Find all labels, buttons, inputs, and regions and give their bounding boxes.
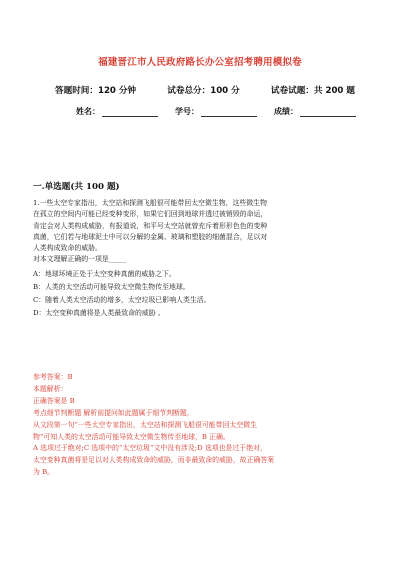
reference-answer: 参考答案：B: [33, 373, 73, 381]
explanation-line: A 选项过于绝对;C 选项中的“太空垃圾”文中没有涉及;D 选项也是过于绝对，: [33, 444, 267, 453]
correct-answer: 正确答案是 B: [33, 396, 75, 405]
option-list: [33, 268, 371, 320]
explanation-line: 物”可知人类的太空活动可能导致太空微生物传至地球，B 正确。: [33, 432, 230, 441]
name-field[interactable]: [76, 106, 158, 117]
score-label: 成绩：: [274, 107, 298, 116]
answer-explanation: [33, 372, 378, 479]
exam-total-questions: 试卷试题：共 200 题: [270, 86, 355, 96]
option-d[interactable]: D：太空变种真菌将是人类最致命的威胁 。: [33, 308, 165, 317]
student-id-blank[interactable]: [201, 107, 257, 117]
exam-time: 答题时间：120 分钟: [55, 86, 137, 96]
explanation-line: 从文段第一句“一些太空专家指出，太空站和探测飞船很可能带回太空微生: [33, 420, 258, 429]
question-stem-line: 人类构成致命的威胁。: [33, 244, 102, 253]
student-info-row: [76, 106, 356, 117]
explanation-line: 考点细节判断题 解析前提问如此题属于细节判断题，: [33, 408, 194, 417]
exam-info-row: [55, 84, 355, 96]
name-label: 姓名：: [76, 107, 100, 116]
explanation-heading: 本题解析：: [33, 384, 68, 393]
question-block: [33, 198, 371, 320]
question-prompt: 对本文理解正确的一项是_____: [33, 255, 127, 264]
document-title: 福建晋江市人民政府路长办公室招考聘用模拟卷: [98, 57, 302, 68]
student-id-label: 学号：: [175, 107, 199, 116]
score-blank[interactable]: [300, 107, 356, 117]
score-field[interactable]: [274, 106, 356, 117]
option-c[interactable]: C：随着人类太空活动的增多，太空垃圾已影响人类生活。: [33, 295, 211, 304]
option-b[interactable]: B：人类的太空活动可能导致太空微生物传至地球。: [33, 282, 190, 291]
question-stem-line: 真菌，它们若与地球泥土中可以分解的金属、玻璃和塑胶的细菌混合，足以对: [33, 232, 268, 241]
section-title: 一.单选题(共 100 题): [33, 182, 120, 192]
student-id-field[interactable]: [175, 106, 257, 117]
explanation-line: 为 B。: [33, 468, 55, 477]
question-stem-line: 1.一些太空专家指出，太空站和探测飞船很可能带回太空微生物，这些微生物: [33, 199, 267, 207]
question-stem-line: 肯定会对人类构成威胁，有报道说，和平号太空站就曾充斥着形形色色的变种: [33, 221, 268, 230]
option-a[interactable]: A：地球环境正处于太空变种真菌的威胁之下。: [33, 269, 176, 278]
explanation-line: 太空变种真菌将是足以对人类构成致命的威胁，而非最致命的威胁，故正确答案: [33, 456, 275, 465]
exam-total-score: 试卷总分：100 分: [167, 86, 240, 96]
question-stem-line: 在孤立的空间内可能已经变种变形，如果它们回到地球并透过被销毁的命运，: [33, 210, 268, 219]
name-blank[interactable]: [102, 107, 158, 117]
